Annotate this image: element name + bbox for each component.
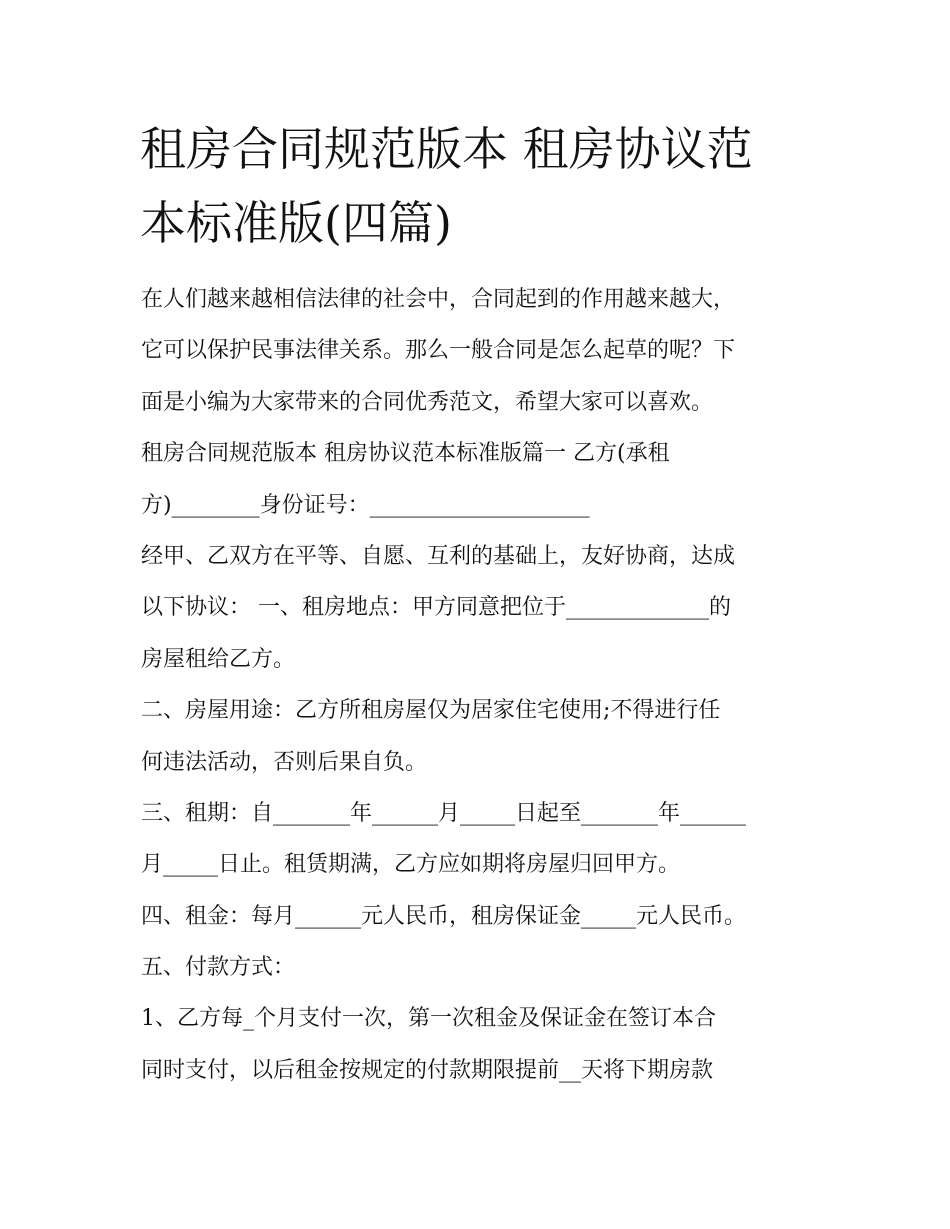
title-line: 本标准版(四篇) [140,196,452,250]
body-line: 月_____日止。租赁期满，乙方应如期将房屋归回甲方。 [141,852,681,878]
body-line: 1、乙方每_个月支付一次，第一次租金及保证金在签订本合 [141,1006,716,1032]
body-line: 房屋租给乙方。 [141,646,296,672]
body-line: 四、租金：每月______元人民币，租房保证金_____元人民币。 [141,903,747,929]
body-line: 五、付款方式： [141,955,296,981]
body-line: 以下协议： 一、租房地点：甲方同意把位于_____________的 [141,595,731,621]
body-line: 租房合同规范版本 租房协议范本标准版篇一 乙方(承租 [141,441,670,467]
body-line: 方)________身份证号：____________________ [141,492,590,518]
document-title [140,112,830,260]
body-line: 面是小编为大家带来的合同优秀范文，希望大家可以喜欢。 [141,389,714,415]
title-line: 租房合同规范版本 租房协议范 [140,122,753,176]
body-line: 三、租期：自_______年______月_____日起至_______年______ [141,800,747,826]
body-line: 何违法活动，否则后果自负。 [141,749,428,775]
body-line: 它可以保护民事法律关系。那么一般合同是怎么起草的呢？下 [141,338,736,364]
document-body [141,274,821,1096]
body-line: 二、房屋用途：乙方所租房屋仅为居家住宅使用;不得进行任 [141,698,721,724]
body-line: 在人们越来越相信法律的社会中，合同起到的作用越来越大， [141,287,736,312]
body-line: 同时支付，以后租金按规定的付款期限提前__天将下期房款 [141,1057,714,1083]
body-line: 经甲、乙双方在平等、自愿、互利的基础上，友好协商，达成 [141,543,736,569]
